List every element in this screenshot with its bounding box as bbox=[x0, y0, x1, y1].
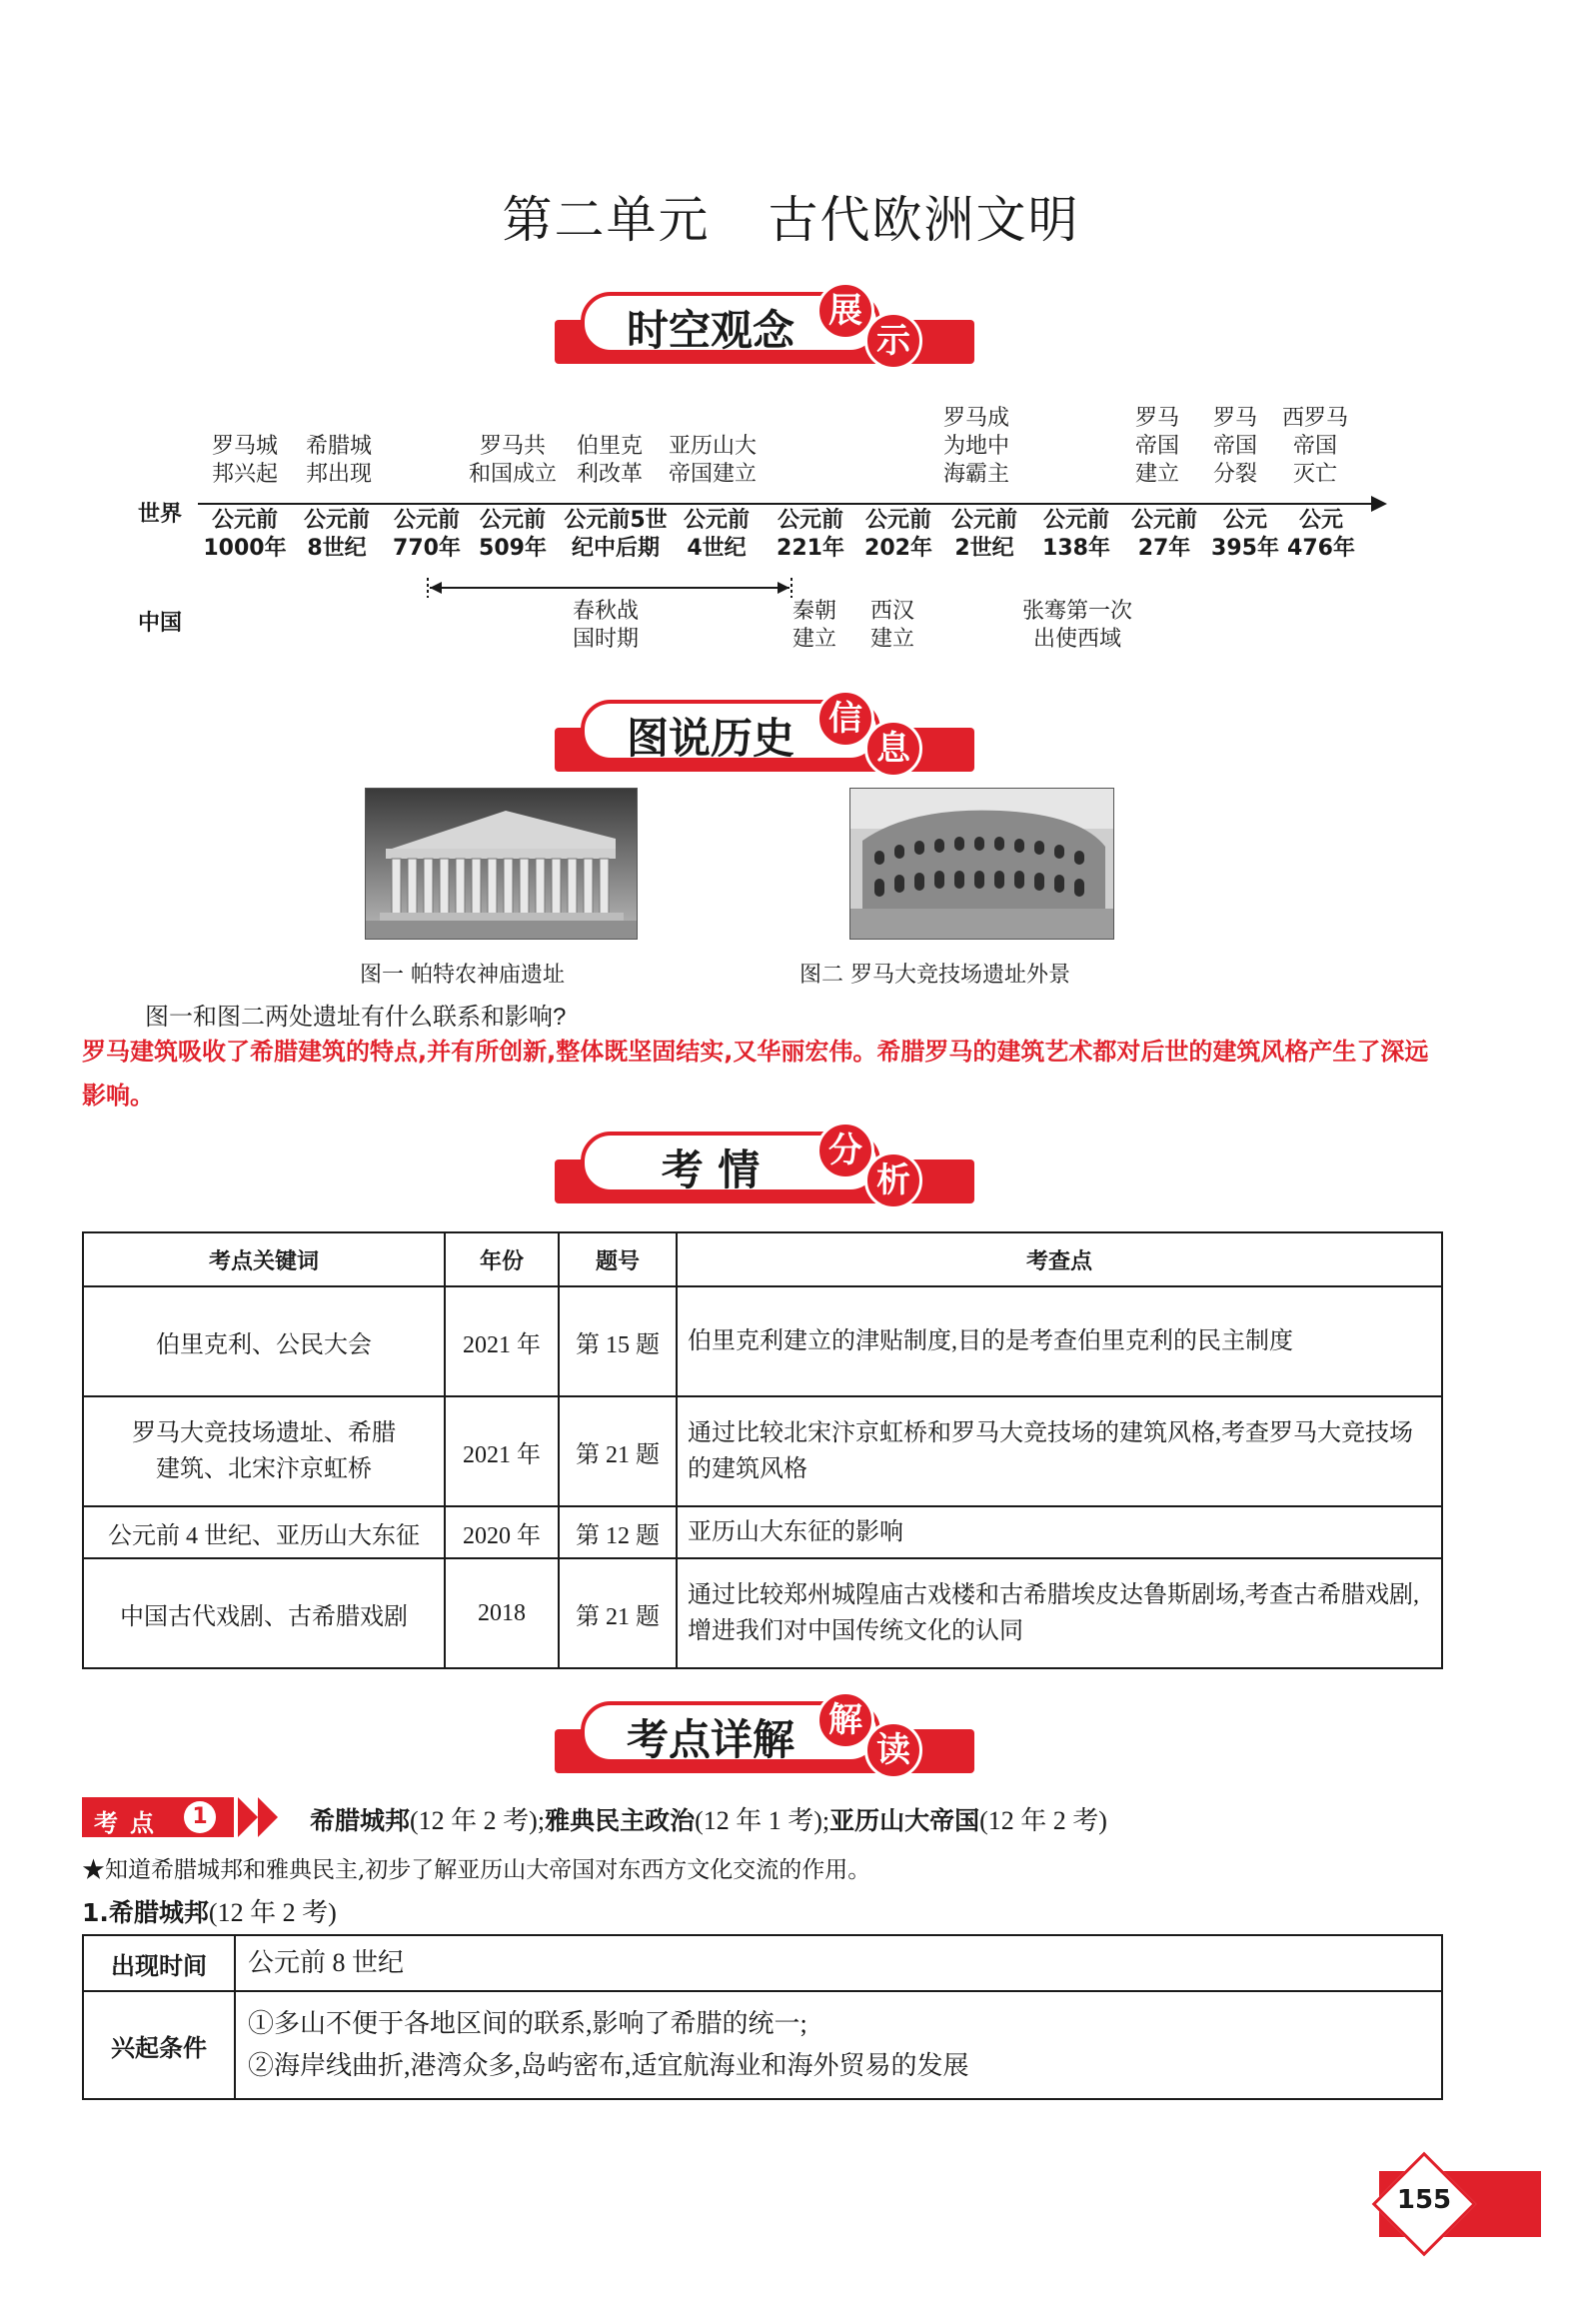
timeline-date: 公元 395年 bbox=[1211, 508, 1279, 561]
table-row bbox=[83, 1558, 1442, 1668]
table-row bbox=[83, 1991, 1442, 2099]
section-banner-points bbox=[555, 1691, 974, 1781]
timeline-date: 公元前 138年 bbox=[1042, 508, 1110, 561]
banner-circle-1: 展 bbox=[816, 282, 874, 340]
timeline-date: 公元前 770年 bbox=[393, 508, 461, 561]
event-world: 伯里克 利改革 bbox=[576, 433, 643, 486]
page-number: 155 bbox=[1396, 2185, 1452, 2215]
timeline-date: 公元前 202年 bbox=[864, 508, 932, 561]
chevron-right-icon bbox=[258, 1797, 278, 1837]
unit-title: 第二单元 古代欧洲文明 bbox=[502, 191, 1080, 249]
world-label: 世界 bbox=[138, 502, 183, 527]
table-cell: 通过比较北宋汴京虹桥和罗马大竞技场的建筑风格,考查罗马大竞技场的建筑风格 bbox=[677, 1396, 1442, 1506]
table-cell: 伯里克利建立的津贴制度,目的是考查伯里克利的民主制度 bbox=[677, 1286, 1442, 1396]
table-cell: 2021 年 bbox=[445, 1286, 559, 1396]
topic-alexander-empire: 亚历山大帝国 bbox=[829, 1806, 980, 1835]
section-banner-analysis bbox=[555, 1122, 974, 1211]
timeline-date: 公元前 2世纪 bbox=[950, 508, 1017, 561]
column-header: 考查点 bbox=[677, 1232, 1442, 1286]
banner-label: 时空观念 bbox=[626, 306, 794, 355]
timeline-date: 公元前 4世纪 bbox=[683, 508, 750, 561]
event-world: 罗马 帝国 建立 bbox=[1134, 405, 1179, 486]
event-china: 西汉 建立 bbox=[869, 598, 914, 651]
table-header-row bbox=[83, 1232, 1442, 1286]
table-cell: 第 15 题 bbox=[559, 1286, 677, 1396]
table-cell: 2020 年 bbox=[445, 1506, 559, 1558]
timeline-arrow bbox=[1371, 496, 1387, 512]
kaodian-tag-text: 考点 bbox=[94, 1809, 166, 1837]
event-world: 罗马 帝国 分裂 bbox=[1212, 405, 1257, 486]
event-world: 罗马成 为地中 海霸主 bbox=[942, 405, 1009, 486]
banner-label: 考点详解 bbox=[626, 1715, 794, 1764]
table-cell: 第 21 题 bbox=[559, 1396, 677, 1506]
event-world: 亚历山大 帝国建立 bbox=[668, 433, 757, 486]
table-cell: 伯里克利、公民大会 bbox=[83, 1286, 445, 1396]
colosseum-photo bbox=[849, 788, 1114, 940]
chevron-right-icon bbox=[238, 1797, 258, 1837]
picture-answer: 罗马建筑吸收了希腊建筑的特点,并有所创新,整体既坚固结实,又华丽宏伟。希腊罗马的建筑艺术都对后世的建筑风格产生了深远影响。 bbox=[82, 1038, 1429, 1110]
banner-circle-2: 读 bbox=[864, 1721, 922, 1779]
column-header: 考点关键词 bbox=[83, 1232, 445, 1286]
column-header: 题号 bbox=[559, 1232, 677, 1286]
kaodian-number: 1 bbox=[184, 1801, 216, 1833]
kaodian-tag bbox=[82, 1797, 234, 1837]
banner-circle-2: 息 bbox=[864, 720, 922, 778]
table-cell: 罗马大竞技场遗址、希腊建筑、北宋汴京虹桥 bbox=[83, 1396, 445, 1506]
table-cell: 第 21 题 bbox=[559, 1558, 677, 1668]
topic-athens-democracy: 雅典民主政治 bbox=[545, 1806, 696, 1835]
table-row bbox=[83, 1935, 1442, 1991]
table-cell: 2021 年 bbox=[445, 1396, 559, 1506]
curriculum-standard: ★知道希腊城邦和雅典民主,初步了解亚历山大帝国对东西方文化交流的作用。 bbox=[82, 1857, 871, 1883]
table-row bbox=[83, 1396, 1442, 1506]
section-banner-pictures bbox=[555, 690, 974, 780]
topic-greek-city-states: 希腊城邦 bbox=[310, 1806, 411, 1835]
caption-figure-1: 图一 帕特农神庙遗址 bbox=[360, 963, 565, 988]
kaodian-topics: 希腊城邦(12 年 2 考);雅典民主政治(12 年 1 考);亚历山大帝国(12 年 2 考) bbox=[310, 1806, 1107, 1835]
timeline-date: 公元前 1000年 bbox=[203, 508, 287, 561]
banner-circle-2: 析 bbox=[864, 1152, 922, 1209]
row-header: 兴起条件 bbox=[83, 1991, 235, 2099]
table-cell: 亚历山大东征的影响 bbox=[677, 1506, 1442, 1558]
china-label: 中国 bbox=[138, 611, 183, 636]
timeline-date: 公元 476年 bbox=[1287, 508, 1355, 561]
subsection-heading: 1.希腊城邦(12 年 2 考) bbox=[82, 1898, 337, 1927]
timeline-date: 公元前 509年 bbox=[479, 508, 547, 561]
banner-circle-1: 分 bbox=[816, 1122, 874, 1179]
banner-circle-1: 解 bbox=[816, 1691, 874, 1749]
parthenon-photo bbox=[365, 788, 638, 940]
section-banner-timeline bbox=[555, 282, 974, 372]
table-cell: 通过比较郑州城隍庙古戏楼和古希腊埃皮达鲁斯剧场,考查古希腊戏剧,增进我们对中国传统文化的认同 bbox=[677, 1558, 1442, 1668]
event-world: 罗马共 和国成立 bbox=[468, 433, 557, 486]
event-world: 罗马城 邦兴起 bbox=[211, 433, 278, 486]
timeline-date: 公元前 221年 bbox=[777, 508, 844, 561]
table-cell: 公元前 4 世纪、亚历山大东征 bbox=[83, 1506, 445, 1558]
banner-label: 图说历史 bbox=[626, 714, 794, 763]
table-row bbox=[83, 1506, 1442, 1558]
timeline-axis bbox=[198, 503, 1375, 505]
event-world: 希腊城 邦出现 bbox=[305, 433, 372, 486]
picture-question: 图一和图二两处遗址有什么联系和影响? bbox=[145, 1004, 567, 1031]
table-cell: 第 12 题 bbox=[559, 1506, 677, 1558]
event-world: 西罗马 帝国 灭亡 bbox=[1281, 405, 1348, 486]
table-cell: 中国古代戏剧、古希腊戏剧 bbox=[83, 1558, 445, 1668]
timeline-date: 公元前 8世纪 bbox=[303, 508, 370, 561]
timeline-date: 公元前5世 纪中后期 bbox=[564, 508, 668, 561]
greek-city-state-table bbox=[82, 1934, 1443, 2100]
spring-autumn-span bbox=[420, 578, 799, 598]
timeline-date: 公元前 27年 bbox=[1130, 508, 1197, 561]
column-header: 年份 bbox=[445, 1232, 559, 1286]
table-row bbox=[83, 1286, 1442, 1396]
banner-circle-1: 信 bbox=[816, 690, 874, 748]
event-china: 秦朝 建立 bbox=[791, 598, 836, 651]
banner-label: 考 情 bbox=[661, 1146, 761, 1194]
banner-circle-2: 示 bbox=[864, 312, 922, 370]
table-cell: 公元前 8 世纪 bbox=[235, 1935, 1442, 1991]
table-cell: 2018 bbox=[445, 1558, 559, 1668]
event-china: 春秋战 国时期 bbox=[572, 598, 639, 651]
event-china: 张骞第一次 出使西域 bbox=[1021, 598, 1132, 651]
row-header: 出现时间 bbox=[83, 1935, 235, 1991]
exam-analysis-table bbox=[82, 1231, 1443, 1669]
caption-figure-2: 图二 罗马大竞技场遗址外景 bbox=[799, 963, 1070, 988]
table-cell: ①多山不便于各地区间的联系,影响了希腊的统一; ②海岸线曲折,港湾众多,岛屿密布,适宜航海业和海外贸易的发展 bbox=[235, 1991, 1442, 2099]
